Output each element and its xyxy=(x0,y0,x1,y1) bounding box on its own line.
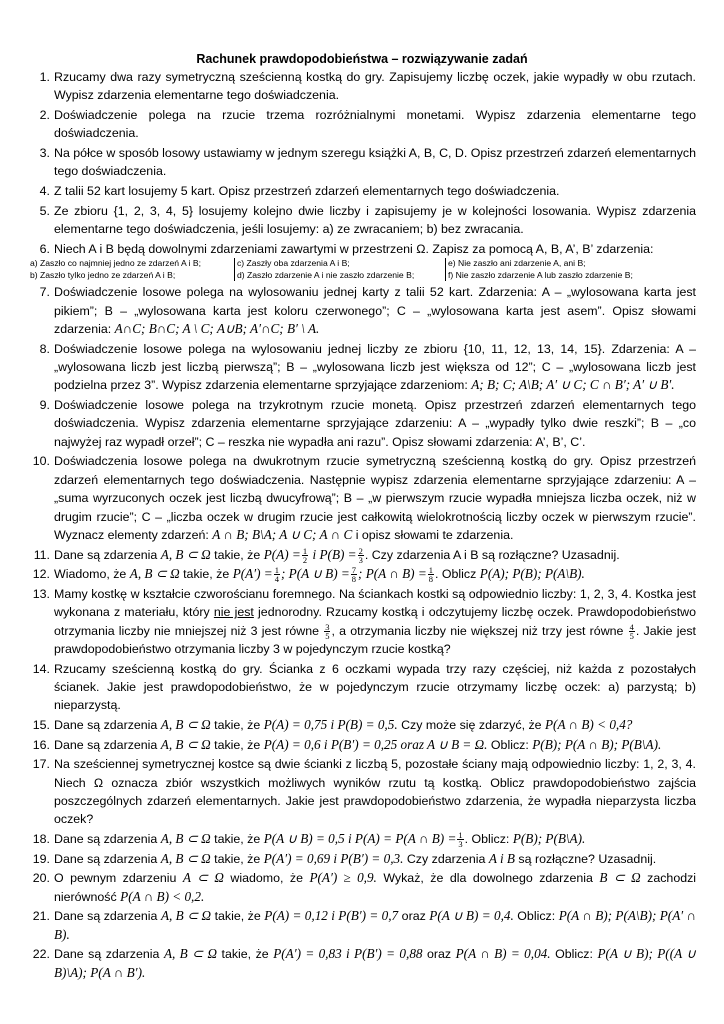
problem-text xyxy=(54,546,696,564)
text-part: Wiadomo, że xyxy=(54,567,127,582)
text-part: Wykaż, że dla dowolnego zdarzenia xyxy=(383,871,593,886)
problem-17 xyxy=(24,755,696,829)
problem-text: Rzucamy sześcienną kostką do gry. Ścianka z 6 oczkami wypada trzy razy częściej, niż każda z pozostałych ścianek. Jakie jest prawdopodobieństwo, że w pojedynczym rzucie otrzymamy liczbę oczek: a) parzystą; b) nieparzystą. xyxy=(54,661,696,713)
problem-4 xyxy=(24,182,696,200)
math-expression: A, B ⊂ Ω xyxy=(129,566,180,582)
math-expression: A ⊂ Ω xyxy=(182,870,224,886)
problem-7 xyxy=(24,283,696,338)
math-expression: P(B); P(A ∩ B); P(B\A). xyxy=(532,736,662,752)
problem-text xyxy=(54,830,696,848)
text-part: oraz xyxy=(427,947,452,962)
option-c: c) Zaszły oba zdarzenia A i B; xyxy=(234,258,446,270)
math-expression: P(A) = 0,75 i P(B) = 0,5. xyxy=(263,717,398,733)
problem-text xyxy=(54,869,696,906)
problem-text xyxy=(54,945,696,982)
text-part: takie, że xyxy=(183,567,230,582)
text-part: Doświadczenie losowe polega na wylosowaniu jednej liczby ze zbioru {10, 11, 12, 13, 14, 15}. Zdarzenia: A – „wylosowana liczb jest liczbą pierwszą”; B – „wylosowana liczb jest większa od 12”; C – „wylosowana liczb jest podzielna przez 3”. Wypisz zdarzenia elementarne sprzyjające zdarzeniom: xyxy=(54,341,696,393)
text-part: . Jakie jest prawdopodobieństwo otrzymania liczby 3 w pojedynczym rzucie kostką? xyxy=(54,623,696,657)
math-expression: P(A′) = xyxy=(232,566,273,582)
problem-text: Doświadczenie polega na rzucie trzema rozróżnialnymi monetami. Wypisz zdarzenia elementarne tego doświadczenia. xyxy=(54,108,696,141)
text-part: takie, że xyxy=(221,947,269,962)
math-expression: A, B ⊂ Ω xyxy=(160,831,211,847)
underlined-text: nie jest xyxy=(213,605,254,620)
fraction-numerator: 7 xyxy=(351,565,357,576)
text-part: wiadomo, że xyxy=(230,871,303,886)
problem-number: 2. xyxy=(39,108,50,122)
problem-1 xyxy=(24,68,696,105)
option-b: b) Zaszło tylko jedno ze zdarzeń A i B; xyxy=(30,269,176,280)
math-expression: P(A′) ≥ 0,9. xyxy=(309,870,377,886)
problem-14 xyxy=(24,660,696,715)
fraction-numerator: 1 xyxy=(458,830,463,841)
math-expression: A; B; C; A\B; A′ ∪ C; C ∩ B′; A′ ∪ B′. xyxy=(471,377,675,393)
fraction xyxy=(457,831,463,848)
fraction xyxy=(324,623,330,640)
text-part: . Czy zdarzenia A i B są rozłączne? Uzasadnij. xyxy=(364,547,620,562)
text-part: zachodzi nierówność xyxy=(54,871,697,904)
text-part: i opisz słowami te zdarzenia. xyxy=(355,528,514,543)
math-expression: P(A) = 0,6 i P(B′) = 0,25 oraz A ∪ B = Ω. xyxy=(263,736,488,752)
text-part: takie, że xyxy=(214,718,261,733)
problem-6-options xyxy=(28,258,696,281)
problem-text: Z talii 52 kart losujemy 5 kart. Opisz przestrzeń zdarzeń elementarnych tego doświadczenia. xyxy=(54,184,560,198)
problem-number: 12. xyxy=(32,567,50,582)
text-part: . Oblicz xyxy=(435,567,477,582)
problem-text xyxy=(54,736,696,754)
fraction-numerator: 3 xyxy=(325,621,330,632)
text-part: Mamy kostkę w kształcie czworościanu foremnego. Na ściankach kostki są odpowiednio liczby: 1, 2, 3, 4. Kostka jest wykonana z materiału, który xyxy=(54,586,696,620)
text-part: takie, że xyxy=(214,547,261,562)
fraction-denominator: 3 xyxy=(358,554,363,565)
problem-number: 1. xyxy=(39,70,50,84)
fraction-denominator: 5 xyxy=(629,630,634,641)
text-part: Dane są zdarzenia xyxy=(54,737,158,752)
problem-19 xyxy=(24,850,696,868)
fraction-denominator: 3 xyxy=(458,839,463,850)
problem-number: 11. xyxy=(33,547,50,562)
problem-number: 10. xyxy=(32,454,50,469)
problem-number: 19. xyxy=(32,851,50,866)
problem-22 xyxy=(24,945,696,982)
problem-text: Ze zbioru {1, 2, 3, 4, 5} losujemy kolejno dwie liczby i zapisujemy je w kolejności losowania. Wypisz zdarzenia elementarne tego doświadczenia, jeśli losujemy: a) ze zwracaniem; b) bez zwracania. xyxy=(54,203,696,236)
math-expression: P(A ∩ B); P(A\B); P(A′ ∩ B). xyxy=(54,908,697,942)
text-part: Dane są zdarzenia xyxy=(54,909,158,924)
math-expression: A∩C; B∩C; A \ C; A∪B; A′∩C; B′ \ A. xyxy=(114,321,320,336)
math-expression: P(B); P(B\A). xyxy=(512,831,586,847)
fraction-numerator: 1 xyxy=(302,545,308,556)
text-part: Oblicz: xyxy=(555,947,593,962)
problem-13 xyxy=(24,585,696,659)
problem-text xyxy=(54,283,696,338)
option-d: d) Zaszło zdarzenie A i nie zaszło zdarzenie B; xyxy=(234,270,446,282)
problem-number: 18. xyxy=(32,832,50,847)
math-expression: A, B ⊂ Ω xyxy=(160,717,211,733)
text-part: Dane są zdarzenia xyxy=(54,851,158,866)
fraction xyxy=(351,566,357,583)
math-expression: A, B ⊂ Ω xyxy=(160,908,212,924)
problem-18 xyxy=(24,830,696,848)
fraction xyxy=(428,566,434,583)
fraction xyxy=(358,547,364,564)
problem-text: Na półce w sposób losowy ustawiamy w jednym szeregu książki A, B, C, D. Opisz przestrzeń zdarzeń elementarnych tego doświadczenia. xyxy=(54,146,696,179)
problem-number: 9. xyxy=(39,398,50,412)
problem-text xyxy=(54,716,696,734)
problem-number: 22. xyxy=(32,947,50,962)
problem-list xyxy=(24,68,696,983)
text-part: takie, że xyxy=(214,909,261,924)
math-expression: ; P(A ∩ B) = xyxy=(358,566,427,582)
problem-text xyxy=(54,565,696,583)
fraction-numerator: 2 xyxy=(358,545,363,556)
text-part: . Oblicz: xyxy=(464,832,510,847)
problem-11 xyxy=(24,546,696,564)
problem-text: Na sześciennej symetrycznej kostce są dwie ścianki z liczbą 5, pozostałe ściany mają odpowiednio liczby: 1, 2, 3, 4. Niech Ω oznacza zbiór wszystkich możliwych wyników rzutu tą kostką. Oblicz prawdopodobieństwo zajścia poszczególnych zdarzeń elementarnych. Jakie jest prawdopodobieństwo zdarzenia, że wypadła nieparzysta liczba oczek? xyxy=(54,757,696,827)
text-part: Dane są zdarzenia xyxy=(54,947,160,962)
problem-text xyxy=(54,850,696,868)
problem-20 xyxy=(24,869,696,906)
problem-12 xyxy=(24,565,696,583)
problem-15 xyxy=(24,716,696,734)
fraction xyxy=(274,566,280,583)
problem-number: 20. xyxy=(32,871,50,886)
problem-9 xyxy=(24,396,696,451)
problem-text xyxy=(54,452,696,544)
problem-text: Rzucamy dwa razy symetryczną sześcienną kostką do gry. Zapisujemy liczbę oczek, jakie wypadły w obu rzutach. Wypisz zdarzenia elementarne tego doświadczenia. xyxy=(54,70,696,103)
math-expression: P(A) = 0,12 i P(B′) = 0,7 xyxy=(264,908,399,924)
problem-number: 16. xyxy=(32,737,50,752)
math-expression: P(A ∩ B) = 0,04. xyxy=(455,946,551,962)
text-part: Dane są zdarzenia xyxy=(54,718,158,733)
problem-number: 6. xyxy=(39,241,50,256)
fraction-numerator: 1 xyxy=(274,565,279,576)
math-expression: P(A ∩ B) < 0,4? xyxy=(545,717,633,733)
fraction-numerator: 1 xyxy=(428,565,434,576)
text-part: Oblicz: xyxy=(517,909,556,924)
fraction-denominator: 8 xyxy=(351,574,357,585)
text-part: takie, że xyxy=(214,851,261,866)
problem-number: 4. xyxy=(39,184,50,198)
problem-number: 13. xyxy=(32,586,50,601)
fraction-denominator: 5 xyxy=(325,630,330,641)
math-expression: A, B ⊂ Ω xyxy=(163,946,217,962)
text-part: Oblicz: xyxy=(490,737,529,752)
problem-16 xyxy=(24,736,696,754)
text-part: Czy zdarzenia xyxy=(406,851,486,866)
problem-number: 8. xyxy=(39,341,50,356)
fraction-numerator: 4 xyxy=(629,621,634,632)
math-expression: A, B ⊂ Ω xyxy=(160,736,211,752)
text-part: takie, że xyxy=(214,737,261,752)
page-title: Rachunek prawdopodobieństwa – rozwiązywanie zadań xyxy=(196,52,528,66)
math-expression: i P(B) = xyxy=(312,546,357,562)
problem-number: 3. xyxy=(39,146,50,160)
problem-number: 15. xyxy=(32,718,50,733)
math-expression: ; P(A ∪ B) = xyxy=(280,566,350,582)
fraction xyxy=(302,547,308,564)
option-a: a) Zaszło co najmniej jedno ze zdarzeń A i B; xyxy=(30,258,202,268)
problem-number: 21. xyxy=(32,909,50,924)
option-e: e) Nie zaszło ani zdarzenie A, ani B; xyxy=(448,258,586,268)
math-expression: P(A ∪ B) = 0,5 i P(A) = P(A ∩ B) = xyxy=(263,831,457,847)
problem-text xyxy=(54,585,696,659)
text-part: O pewnym zdarzeniu xyxy=(54,871,177,886)
math-expression: A i B xyxy=(488,850,515,866)
problem-text xyxy=(54,340,696,395)
text-part: Doświadczenia losowe polega na dwukrotnym rzucie symetryczną sześcienną kostką do gry. Opisz przestrzeń zdarzeń elementarnych tego doświadczenia. Następnie wypisz zdarzenia elementarne sprzyjające zdarzeniu: A – „suma wyrzuconych oczek jest liczbą dwucyfrową”; B – „w pierwszym rzucie wypadła mniejsza liczba oczek, niż w drugim rzucie”; C – „liczba oczek w drugim rzucie jest całkowitą wielokrotnością liczby oczek w pierwszym rzucie”. Wyznacz elementy zdarzeń: xyxy=(54,454,696,543)
problem-text: Doświadczenie losowe polega na trzykrotnym rzucie monetą. Opisz przestrzeń zdarzeń elementarnych tego doświadczenia. Wypisz zdarzenia elementarne sprzyjające zdarzeniu: A – „wypadły tylko dwie reszki”; B – „co najwyżej raz wypadł orzeł”; C – reszka nie wypadła ani razu”. Opisz słowami zdarzenia: A’, B’, C’. xyxy=(54,398,696,449)
option-f: f) Nie zaszło zdarzenie A lub zaszło zdarzenie B; xyxy=(448,269,633,280)
math-expression: A, B ⊂ Ω xyxy=(160,850,211,866)
problem-number: 14. xyxy=(32,661,50,676)
text-part: Doświadczenie losowe polega na wylosowaniu jednej karty z talii 52 kart. Zdarzenia: A – „wylosowana karta jest pikiem”; B – „wylosowana karta jest koloru czerwonego”; C – „wylosowana karta jest asem”. Opisz słowami zdarzenia: xyxy=(54,285,696,336)
math-expression: P(A′) = 0,83 i P(B′) = 0,88 xyxy=(273,946,423,962)
text-part: Dane są zdarzenia xyxy=(54,547,158,562)
math-expression: P(A) = xyxy=(263,546,301,562)
problem-number: 7. xyxy=(39,285,50,300)
text-part: oraz xyxy=(401,909,426,924)
fraction xyxy=(629,623,635,640)
text-part: jednorodny. Rzucamy kostką i odczytujemy liczbę oczek. Prawdopodobieństwo otrzymania liczby nie mniejszej niż 3 jest równe xyxy=(54,605,697,638)
problem-number: 17. xyxy=(32,757,50,772)
fraction-denominator: 2 xyxy=(302,554,308,565)
math-expression: A ∩ B; B\A; A ∪ C; A ∩ C xyxy=(212,527,353,543)
problem-3 xyxy=(24,144,696,181)
problem-8 xyxy=(24,340,696,395)
problem-21 xyxy=(24,907,696,944)
problem-text: Niech A i B będą dowolnymi zdarzeniami zawartymi w przestrzeni Ω. Zapisz za pomocą A, B, A’, B’ zdarzenia: xyxy=(54,241,654,256)
problem-2 xyxy=(24,106,696,143)
problem-10 xyxy=(24,452,696,544)
text-part: takie, że xyxy=(214,832,261,847)
text-part: są rozłączne? Uzasadnij. xyxy=(518,851,657,866)
math-expression: B ⊂ Ω xyxy=(599,870,641,886)
text-part: Dane są zdarzenia xyxy=(54,832,158,847)
problem-6 xyxy=(24,240,696,258)
problem-text xyxy=(54,907,696,944)
math-expression: P(A ∪ B) = 0,4. xyxy=(429,908,514,924)
text-part: Czy może się zdarzyć, że xyxy=(401,718,542,733)
fraction-denominator: 4 xyxy=(274,574,279,585)
problem-number: 5. xyxy=(39,203,50,218)
text-part: , a otrzymania liczby nie większej niż trzy jest równe xyxy=(331,623,624,638)
math-expression: A, B ⊂ Ω xyxy=(160,546,211,562)
math-expression: P(A ∩ B) < 0,2. xyxy=(120,888,205,904)
problem-5 xyxy=(24,202,696,239)
math-expression: P(A′) = 0,69 i P(B′) = 0,3. xyxy=(263,850,404,866)
math-expression: P(A); P(B); P(A\B). xyxy=(479,566,585,582)
fraction-denominator: 8 xyxy=(428,574,434,585)
math-expression: P(A ∪ B); P((A ∪ B)\A); P(A ∩ B′). xyxy=(54,946,696,980)
